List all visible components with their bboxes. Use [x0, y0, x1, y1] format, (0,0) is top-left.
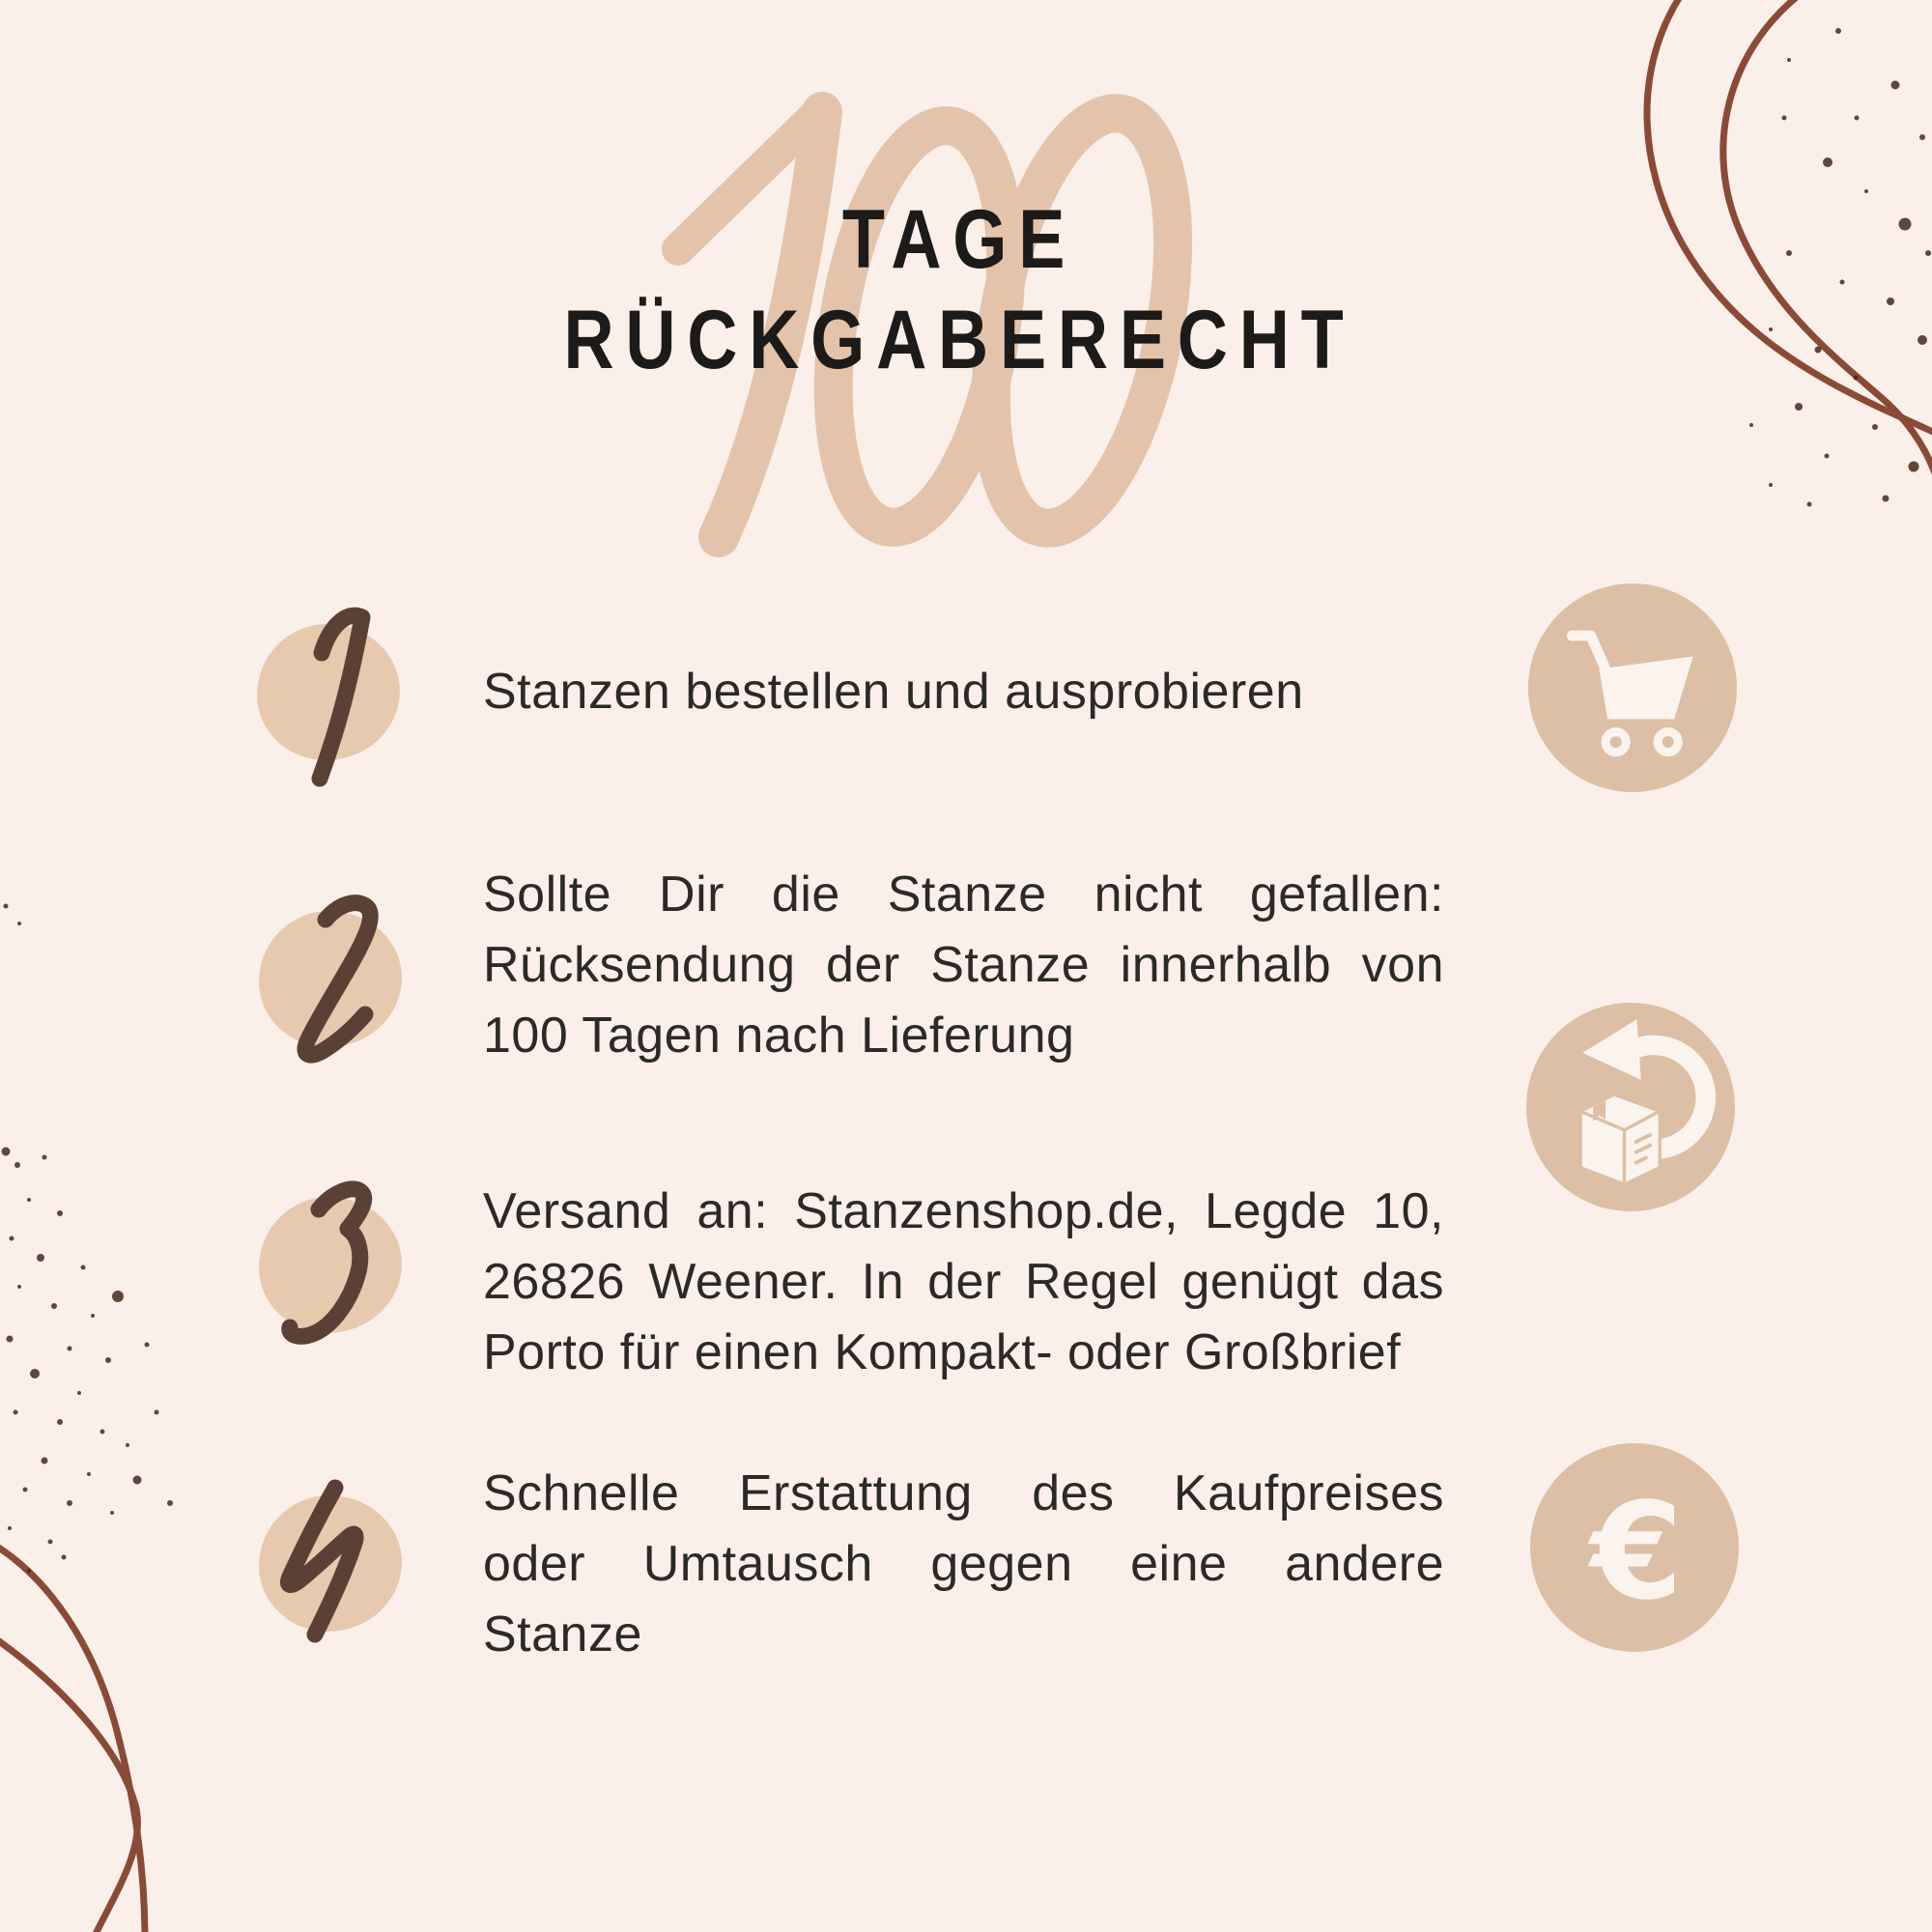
- step-3-line-1: Versand an: Stanzenshop.de, Legde 10,: [483, 1183, 1444, 1239]
- step-3-handwritten-number: [246, 1169, 411, 1362]
- step-2-line-3: 100 Tagen nach Lieferung: [483, 1008, 1075, 1064]
- step-3-line-2: 26826 Weener. In der Regel genügt das: [483, 1254, 1444, 1310]
- step-2-handwritten-number: [246, 884, 411, 1077]
- step-2-line-2: Rücksendung der Stanze innerhalb von: [483, 937, 1444, 993]
- step-1-handwritten-number: [246, 594, 411, 787]
- bottom-left-line-decoration: [0, 1544, 145, 1932]
- step-4-line-2: oder Umtausch gegen eine andere: [483, 1536, 1444, 1592]
- step-3-line-3: Porto für einen Kompakt- oder Großbrief: [483, 1324, 1402, 1380]
- top-right-line-decoration: [1647, 0, 1932, 488]
- title-line-rueckgaberecht: RÜCKGABERECHT: [563, 294, 1355, 386]
- step-4-line-1: Schnelle Erstattung des Kaufpreises: [483, 1465, 1444, 1521]
- return-package-icon: [1526, 1003, 1735, 1211]
- euro-icon: [1530, 1443, 1739, 1652]
- step-1-line-1: Stanzen bestellen und ausprobieren: [483, 664, 1304, 720]
- step-1-text: [483, 657, 1444, 727]
- step-4-line-3: Stanze: [483, 1606, 642, 1662]
- step-2-text: [483, 860, 1444, 1071]
- step-4-handwritten-number: [246, 1468, 411, 1662]
- euro-symbol-glyph: €: [1590, 1473, 1684, 1630]
- title-line-tage: TAGE: [841, 193, 1077, 286]
- top-right-speckles: [1749, 28, 1931, 507]
- page-title: [513, 189, 1406, 390]
- shopping-cart-icon: [1528, 583, 1737, 792]
- bottom-left-speckles: [2, 904, 174, 1574]
- step-2-line-1: Sollte Dir die Stanze nicht gefallen:: [483, 867, 1444, 923]
- step-4-text: [483, 1459, 1444, 1670]
- step-3-text: [483, 1177, 1444, 1388]
